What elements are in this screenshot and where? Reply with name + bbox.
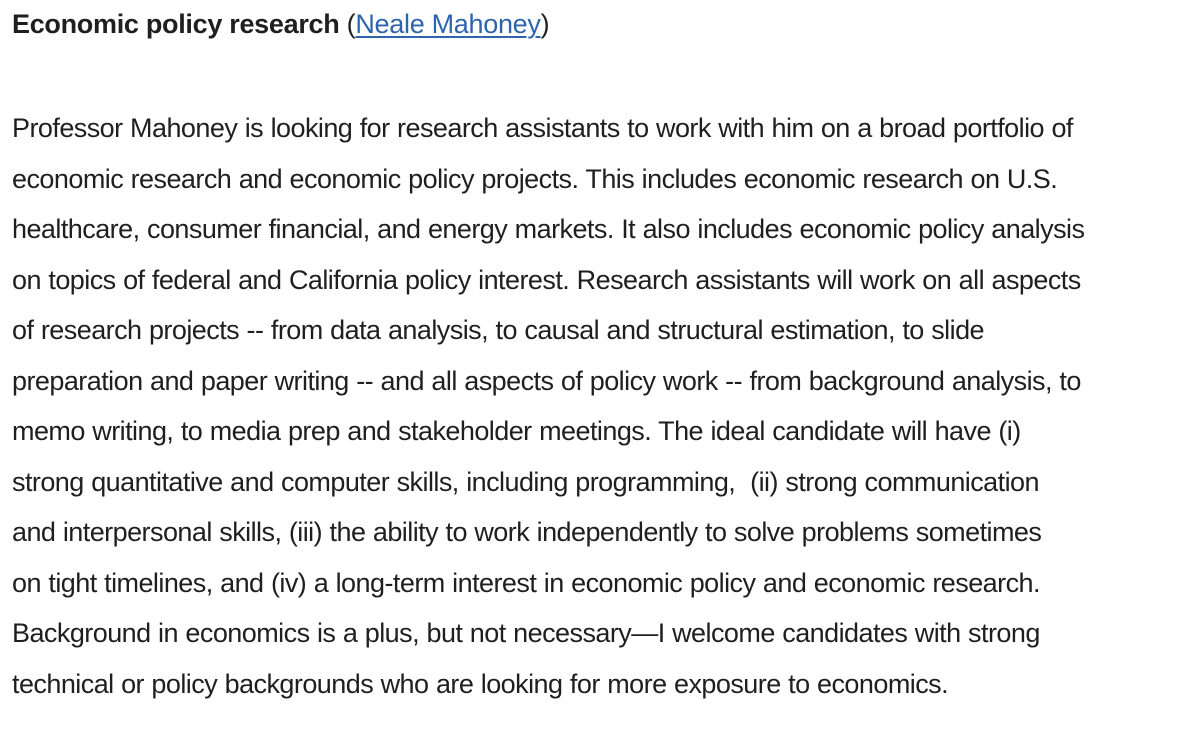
research-entry — [12, 0, 1188, 709]
description-line: technical or policy backgrounds who are looking for more exposure to economics. — [12, 668, 949, 699]
description-paragraph — [12, 103, 1188, 709]
professor-link[interactable]: Neale Mahoney — [355, 9, 541, 39]
description-line: on topics of federal and California policy interest. Research assistants will work on all aspects — [12, 264, 1081, 295]
description-line: preparation and paper writing -- and all aspects of policy work -- from background analysis, to — [12, 365, 1081, 396]
description-line: memo writing, to media prep and stakeholder meetings. The ideal candidate will have (i) — [12, 416, 1021, 446]
description-line: of research projects -- from data analysis, to causal and structural estimation, to slide — [12, 315, 985, 345]
description-line: economic research and economic policy projects. This includes economic research on U.S. — [12, 163, 1058, 194]
section-title: Economic policy research — [12, 9, 340, 39]
section-heading — [12, 6, 1188, 42]
description-line: healthcare, consumer financial, and energy markets. It also includes economic policy analysis — [12, 214, 1085, 244]
description-line: on tight timelines, and (iv) a long-term interest in economic policy and economic research. — [12, 567, 1040, 598]
description-line: Background in economics is a plus, but not necessary—I welcome candidates with strong — [12, 618, 1040, 648]
paren-close: ) — [540, 9, 550, 39]
paren-open: ( — [339, 9, 356, 39]
description-line: Professor Mahoney is looking for research assistants to work with him on a broad portfolio of — [12, 113, 1073, 143]
description-line: and interpersonal skills, (iii) the ability to work independently to solve problems sometimes — [12, 517, 1042, 547]
description-line: strong quantitative and computer skills, including programming, (ii) strong communication — [12, 466, 1039, 497]
